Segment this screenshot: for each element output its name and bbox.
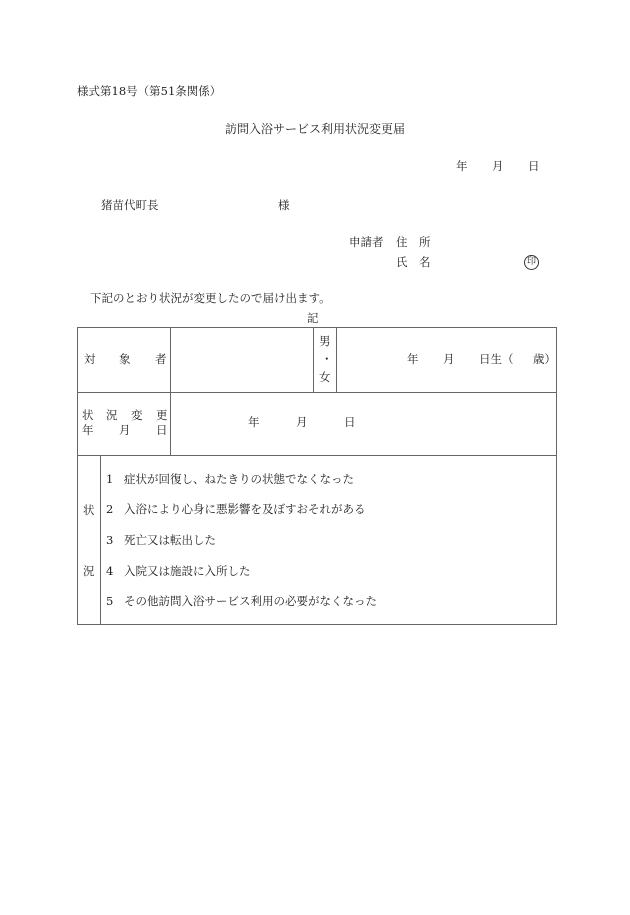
change-label-4: 更 bbox=[156, 408, 168, 422]
addressee-honorific: 様 bbox=[278, 198, 290, 212]
change-label-2: 況 bbox=[106, 408, 118, 422]
seal-mark-icon: 印 bbox=[524, 255, 539, 270]
birth-month: 月 bbox=[443, 352, 455, 366]
table-border-bottom bbox=[77, 624, 557, 625]
intro-text: 下記のとおり状況が変更したので届け出ます。 bbox=[90, 291, 331, 305]
name-label: 氏 名 bbox=[396, 255, 431, 269]
change-year[interactable]: 年 bbox=[248, 415, 260, 429]
change-label-3: 変 bbox=[131, 408, 143, 422]
status-item-text: 入院又は施設に入所した bbox=[124, 564, 251, 578]
table-border-left bbox=[77, 327, 78, 625]
subject-label-3: 者 bbox=[155, 352, 167, 366]
status-item-num: 2 bbox=[106, 502, 114, 516]
addressee-name: 猪苗代町長 bbox=[101, 198, 159, 212]
change-label-5: 年 bbox=[82, 423, 94, 437]
change-label-1: 状 bbox=[82, 408, 94, 422]
subject-label-2: 象 bbox=[119, 352, 131, 366]
form-number: 様式第18号（第51条関係） bbox=[77, 84, 222, 98]
date-day: 日 bbox=[528, 159, 540, 173]
status-label-2: 況 bbox=[83, 564, 95, 578]
status-label-1: 状 bbox=[83, 503, 95, 517]
subject-name-field[interactable] bbox=[171, 328, 313, 392]
status-item-num: 1 bbox=[106, 472, 114, 486]
date-year: 年 bbox=[456, 159, 468, 173]
row-divider-1 bbox=[77, 392, 557, 393]
date-month: 月 bbox=[492, 159, 504, 173]
gender-col-left bbox=[313, 327, 314, 392]
status-col-divider bbox=[100, 455, 101, 625]
change-day[interactable]: 日 bbox=[344, 415, 356, 429]
gender-dot: ・ bbox=[321, 352, 333, 366]
row-divider-2 bbox=[77, 455, 557, 456]
status-item-text: その他訪問入浴サービス利用の必要がなくなった bbox=[124, 594, 377, 608]
birth-day: 日生（ bbox=[479, 352, 514, 366]
table-border-right bbox=[556, 327, 557, 625]
subject-label-1: 対 bbox=[84, 352, 96, 366]
address-label: 住 所 bbox=[396, 235, 431, 249]
document-title: 訪問入浴サービス利用状況変更届 bbox=[225, 122, 406, 136]
change-label-6: 月 bbox=[119, 423, 131, 437]
status-item-num: 4 bbox=[106, 564, 114, 578]
table-border-top bbox=[77, 327, 557, 328]
status-item-num: 3 bbox=[106, 533, 114, 547]
status-item-text: 症状が回復し、ねたきりの状態でなくなった bbox=[124, 472, 354, 486]
age: 歳） bbox=[533, 352, 556, 366]
gender-col-right bbox=[336, 327, 337, 392]
ki-label: 記 bbox=[307, 311, 319, 325]
change-label-7: 日 bbox=[156, 423, 168, 437]
gender-female[interactable]: 女 bbox=[319, 370, 331, 384]
status-item-num: 5 bbox=[106, 594, 114, 608]
applicant-label: 申請者 bbox=[349, 235, 384, 249]
status-item-text: 入浴により心身に悪影響を及ぼすおそれがある bbox=[124, 502, 366, 516]
status-item-text: 死亡又は転出した bbox=[124, 533, 216, 547]
gender-male[interactable]: 男 bbox=[319, 334, 331, 348]
change-month[interactable]: 月 bbox=[296, 415, 308, 429]
birth-year: 年 bbox=[407, 352, 419, 366]
